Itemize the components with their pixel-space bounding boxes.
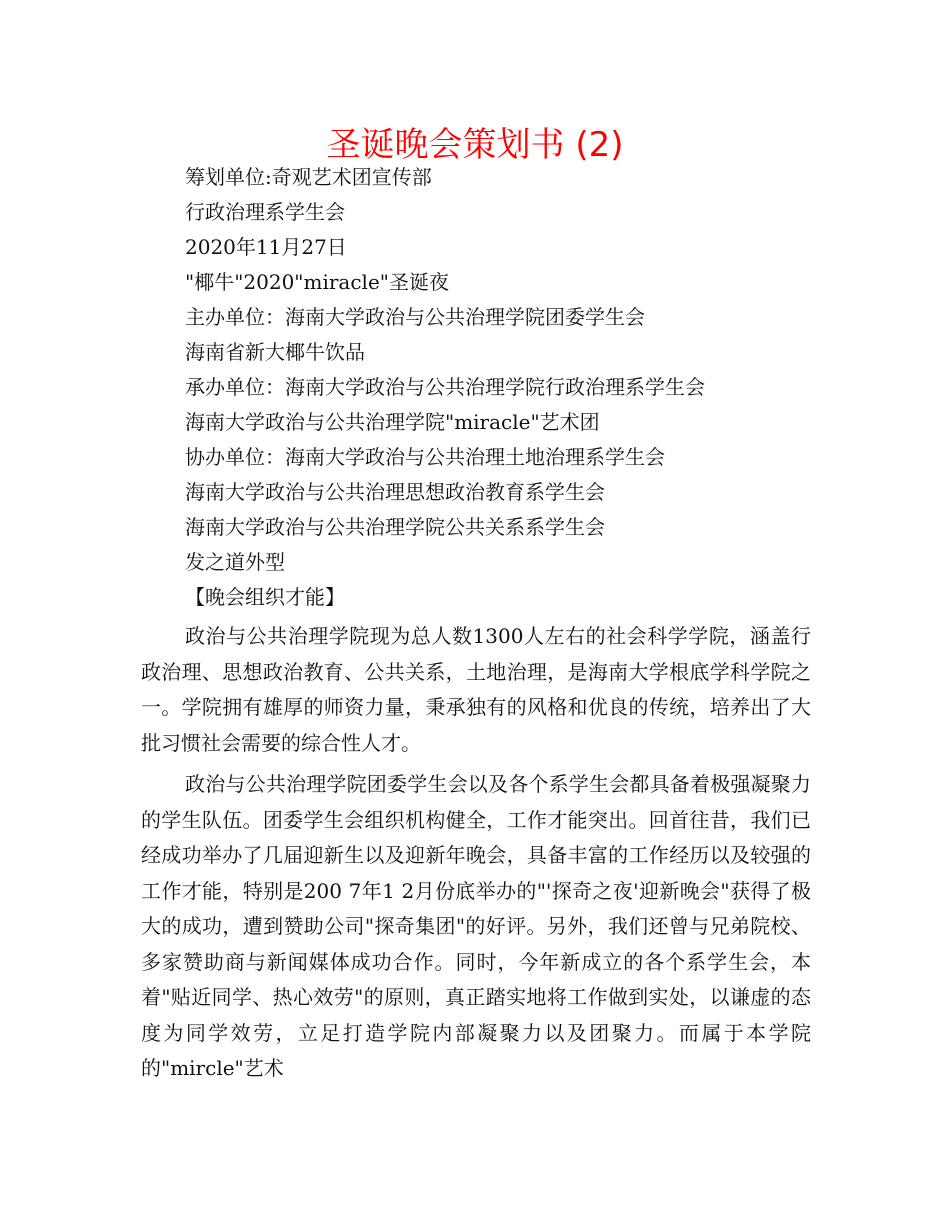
document-body xyxy=(141,160,811,1087)
planner-line: 筹划单位:奇观艺术团宣传部 xyxy=(185,165,432,189)
date-line: 2020年11月27日 xyxy=(185,235,347,259)
host-line: 主办单位：海南大学政治与公共治理学院团委学生会 xyxy=(185,305,645,329)
planner-line-2: 行政治理系学生会 xyxy=(185,200,345,224)
co-organizer-line-3: 海南大学政治与公共治理学院公共关系系学生会 xyxy=(185,515,605,539)
co-organizer-line: 协办单位：海南大学政治与公共治理土地治理系学生会 xyxy=(185,445,665,469)
co-organizer-line-2: 海南大学政治与公共治理思想政治教育系学生会 xyxy=(185,480,605,504)
body-paragraph: 政治与公共治理学院现为总人数1300人左右的社会科学学院，涵盖行政治理、思想政治教育、公共关系，土地治理，是海南大学根底学科学院之一。学院拥有雄厚的师资力量，秉承独有的风格和优良的传统，培养出了大批习惯社会需要的综合性人才。 xyxy=(141,624,811,755)
organizer-line: 承办单位：海南大学政治与公共治理学院行政治理系学生会 xyxy=(185,375,705,399)
sponsor-line: 发之道外型 xyxy=(185,550,285,574)
event-name-line: "椰牛"2020"miracle"圣诞夜 xyxy=(185,270,449,294)
host-line-2: 海南省新大椰牛饮品 xyxy=(185,340,365,364)
section-heading: 【晚会组织才能】 xyxy=(185,585,345,609)
body-paragraph: 政治与公共治理学院团委学生会以及各个系学生会都具备着极强凝聚力的学生队伍。团委学生会组织机构健全，工作才能突出。回首往昔，我们已经成功举办了几届迎新生以及迎新年晚会，具备丰富的工作经历以及较强的工作才能，特别是200 7年1 2月份底举办的"'探奇之夜'迎新晚会"获得了极大的成功，遭到赞助公司"探奇集团"的好评。另外，我们还曾与兄弟院校、多家赞助商与新闻媒体成功合作。同时，今年新成立的各个系学生会，本着"贴近同学、热心效劳"的原则，真正踏实地将工作做到实处，以谦虚的态度为同学效劳，立足打造学院内部凝聚力以及团聚力。而属于本学院的"mircle"艺术 xyxy=(141,772,811,1080)
document-title: 圣诞晚会策划书 (2) xyxy=(326,125,624,165)
organizer-line-2: 海南大学政治与公共治理学院"miracle"艺术团 xyxy=(185,410,600,434)
